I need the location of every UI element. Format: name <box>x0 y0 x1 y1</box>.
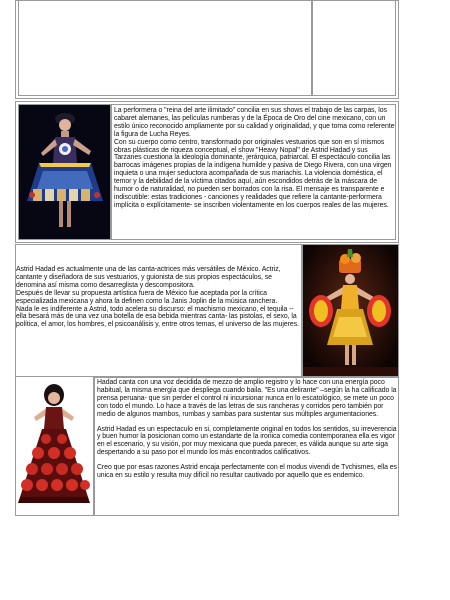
row-2-paragraph: Nada le es indiferente a Astrid, todo acelera su discurso: el machismo mexicano, el tequila --ella besará más de una vez una botella de esa bebida mientras canta- las pistolas, el sexo, la política, el amor, los hombres, el psicoanálisis y, entre otros temas, el universo de las mujeres. <box>16 305 299 329</box>
row-3-paragraph: Astrid Hadad es un espectaculo en si, completamente original en todos los sentidos, su irreverencia y buen humor la posicionan como un estandarte de la ironica comedia contemporanea ella es vigor en el escenario, y su visión, por muy mexicana que pueda parecer, es válida aunque su arte siga despertando a su paso por el mundo los más encontrados calificativos. <box>97 425 397 457</box>
row-1-paragraph: Con su cuerpo como centro, transformado por originales vestuarios que son en sí mismos obras plásticas de riqueza conceptual, el show "Heavy Nopal" de Astrid Hadad y sus Tarzanes cuestiona la ideología dominante, jerárquica, patriarcal. El espectáculo concilia las barrocas imágenes propias de la indígena humilde y pasiva de Diego Rivera, con una virgen inquieta o una mujer seductora acompañada de sus mariachis. La violencia doméstica, el temor y la debilidad de la víctima citados aquí, aún escondidos detrás de la máscara de humor o de naturalidad, no pueden ser borrados con la risa. El mensaje es transparente e indiscutible: estas tradiciones - canciones y realidades que refiere la cantante-performera implícita o explícitamente- se inscriben violentamente en los cuerpos reales de las mujeres. <box>114 138 392 209</box>
astrid-hadad-nopal-costume-photo <box>19 105 110 239</box>
row-3-spacer <box>97 457 397 464</box>
row-3-text <box>97 379 397 480</box>
astrid-hadad-heart-dress-photo <box>16 377 93 515</box>
row-2-paragraph: Después de llevar su propuesta artística fuera de México fue aceptada por la crítica especializada mexicana y ahora la definen como la Janis Joplin de la música ranchera. <box>16 289 278 305</box>
row-2-paragraph: Astrid Hadad es actualmente una de las canta-actrices más versátiles de México. Actriz, cantante y diseñadora de sus vestuarios, y guionista de sus propios espectáculos, se denomina así misma como desarreglista y descompositora. <box>16 266 281 289</box>
row-3-paragraph: Hadad canta con una voz decidida de mezzo de amplio registro y lo hace con una energía poco habitual, la misma energía que despliega cuando baila. "Es una delirante" –según la ha calificado la prensa peruana- que sin perder el control ni incursionar nunca en lo escatológico, se mete un poco con todo el mundo. Lo hace a través de las letras de sus rancheras y corridos pero también por medio de algunos mambos, rumbas y sambas para sustentar sus múltiples argumentaciones. <box>97 379 397 418</box>
row-3-paragraph: Creo que por esas razones Astrid encaja perfectamente con el modus vivendi de Tvchismes, ella es unica en su estilo y resulta muy difícil no resultar cautivado por aquello que es endemico. <box>97 464 397 480</box>
astrid-hadad-stage-costume-photo <box>303 245 398 377</box>
row-1-paragraph: La performera o "reina del arte ilimitado" concilia en sus shows el trabajo de las carpas, los cabaret alemanes, las películas rumberas y de la Época de Oro del cine mexicano, con un estilo único reconocido ampliamente por su calidad y originalidad, y que toma como referente la figura de Lucha Reyes. <box>114 107 395 138</box>
top-table-right-cell <box>312 0 396 96</box>
row-1-text <box>114 107 395 210</box>
top-table-left-cell <box>18 0 312 96</box>
row-3-spacer <box>97 419 397 426</box>
row-2-text <box>16 266 299 329</box>
